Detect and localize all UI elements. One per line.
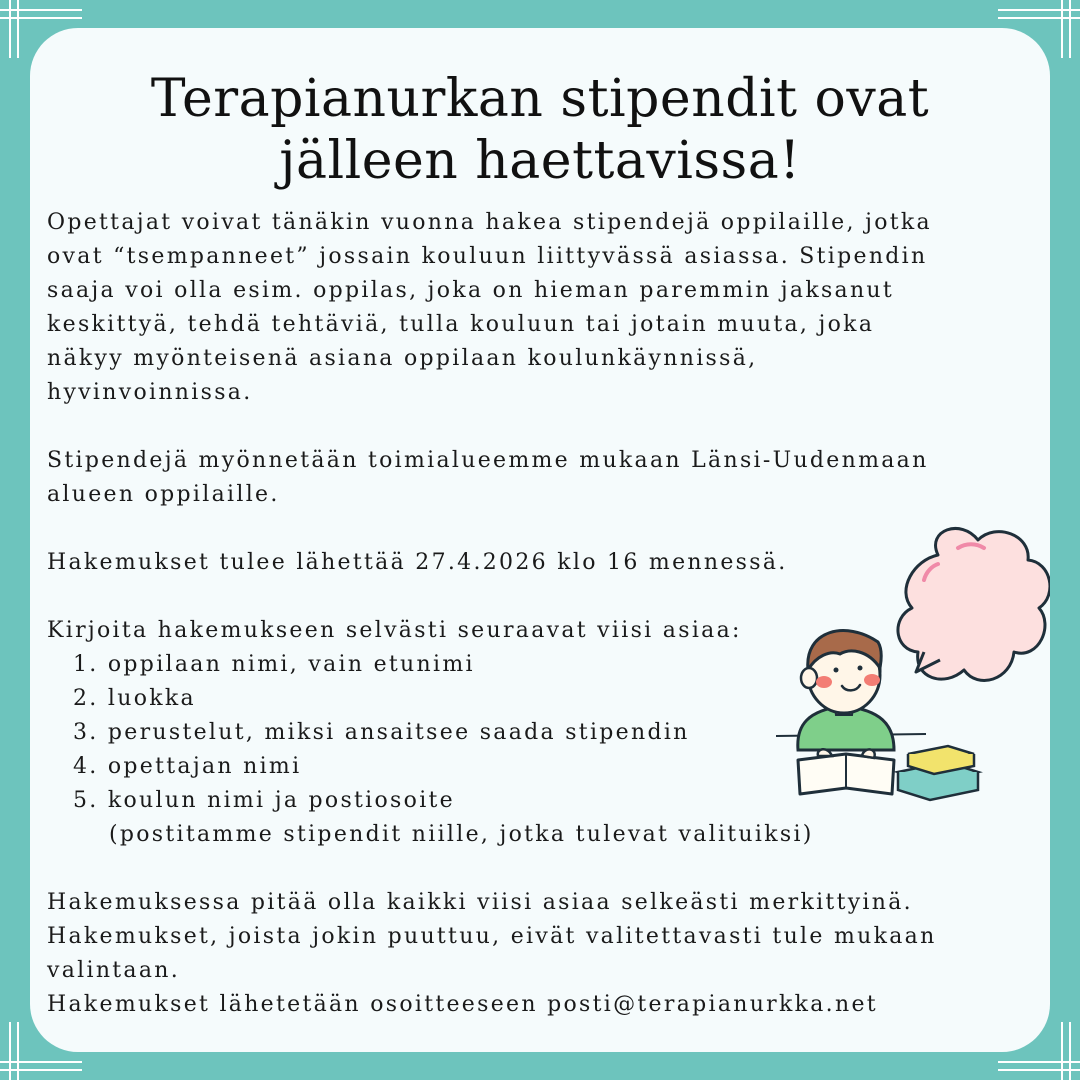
instructions-heading: Kirjoita hakemukseen selvästi seuraavat viisi asiaa:	[47, 618, 742, 643]
text-line: keskittyä, tehdä tehtäviä, tulla kouluun tai jotain muuta, joka	[47, 312, 875, 337]
list-item: 4. opettajan nimi	[73, 754, 302, 779]
deadline-text: Hakemukset tulee lähettää 27.4.2026 klo 16 mennessä.	[47, 550, 788, 575]
text-line: valintaan.	[47, 958, 181, 983]
text-line: saaja voi olla esim. oppilas, joka on hieman paremmin jaksanut	[47, 278, 895, 303]
title-line: jälleen haettavissa!	[279, 131, 801, 191]
list-item: 1. oppilaan nimi, vain etunimi	[73, 652, 475, 677]
text-line: ovat “tsempanneet” jossain kouluun liittyvässä asiassa. Stipendin	[47, 244, 928, 269]
thought-bubble-icon	[898, 528, 1050, 680]
closing-paragraph	[47, 886, 1032, 1022]
text-line: hyvinvoinnissa.	[47, 380, 253, 405]
list-item: 5. koulun nimi ja postiosoite	[73, 788, 455, 813]
postal-note: (postitamme stipendit niille, jotka tulevat valituiksi)	[109, 822, 814, 847]
text-line: Hakemukset, joista jokin puuttuu, eivät valitettavasti tule mukaan	[47, 924, 937, 949]
list-item: 2. luokka	[73, 686, 196, 711]
text-line: Opettajat voivat tänäkin vuonna hakea stipendejä oppilaille, jotka	[47, 210, 932, 235]
intro-paragraph	[47, 206, 1032, 410]
email-line: Hakemukset lähetetään osoitteeseen posti@terapianurkka.net	[47, 992, 878, 1017]
page-title	[30, 68, 1050, 192]
book-stack-icon	[898, 746, 978, 800]
text-line: näkyy myönteisenä asiana oppilaan koulunkäynnissä,	[47, 346, 758, 371]
text-line: Stipendejä myönnetään toimialueemme mukaan Länsi-Uudenmaan	[47, 448, 929, 473]
text-line: Hakemuksessa pitää olla kaikki viisi asiaa selkeästi merkittyinä.	[47, 890, 913, 915]
region-paragraph	[47, 444, 1032, 512]
child-reading-book-illustration	[746, 510, 1050, 810]
title-line: Terapianurkan stipendit ovat	[150, 69, 930, 129]
text-line: alueen oppilaille.	[47, 482, 280, 507]
list-item: 3. perustelut, miksi ansaitsee saada stipendin	[73, 720, 690, 745]
